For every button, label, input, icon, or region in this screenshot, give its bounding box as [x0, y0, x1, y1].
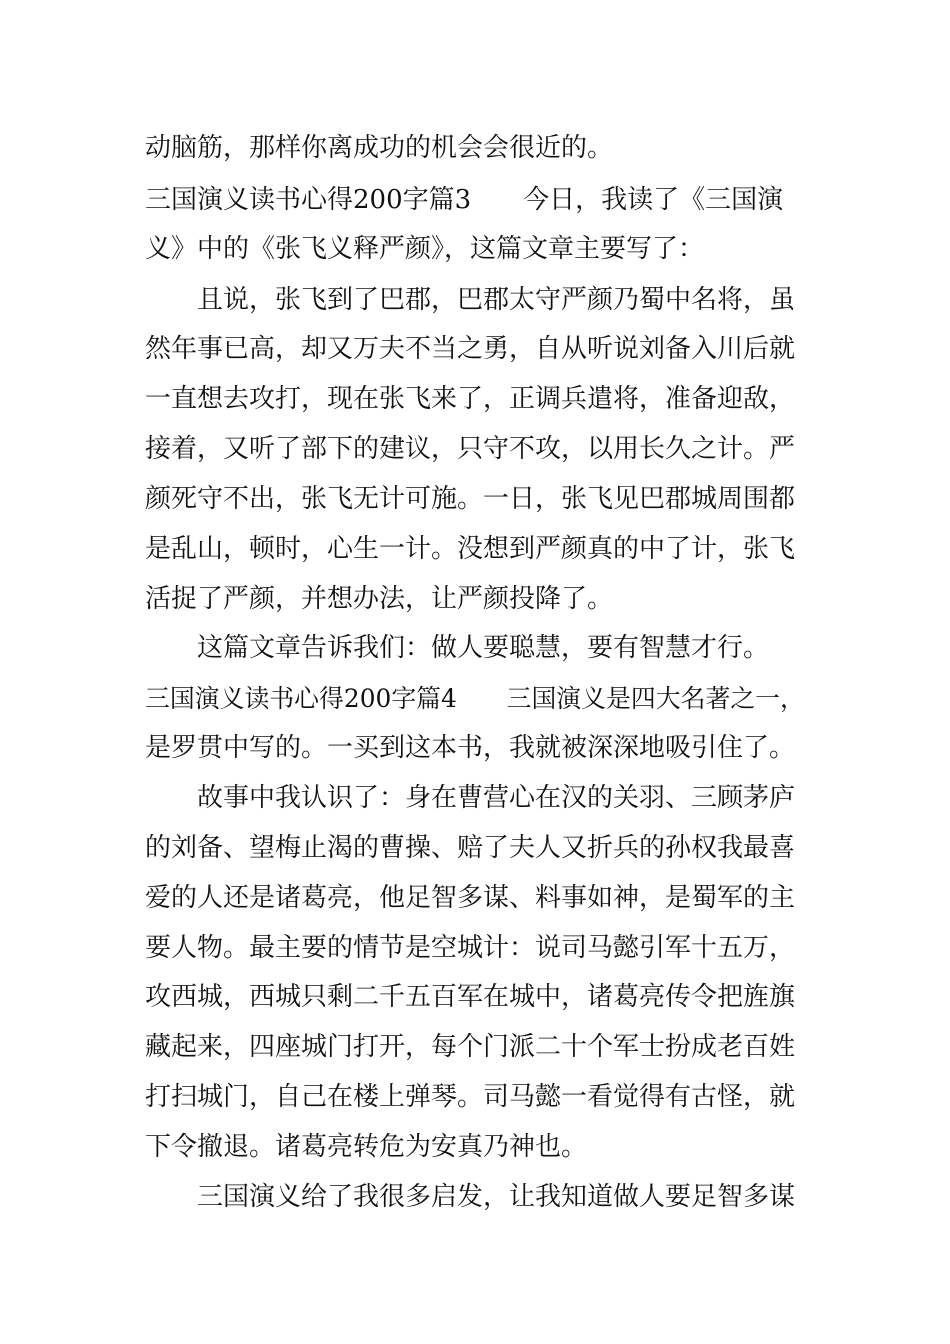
text-line-11-content: 这篇文章告诉我们：做人要聪慧，要有智慧才行。 [145, 633, 770, 663]
text-line-17-content: 要人物。最主要的情节是空城计：说司马懿引军十五万， [145, 933, 796, 963]
text-line-13 [145, 728, 845, 768]
text-line-19 [145, 1027, 845, 1067]
text-line-14-content: 故事中我认识了：身在曹营心在汉的关羽、三顾茅庐 [145, 783, 796, 813]
text-line-5 [145, 329, 845, 369]
text-line-22-content: 三国演义给了我很多启发，让我知道做人要足智多谋 [145, 1182, 796, 1212]
text-line-4-content: 且说，张飞到了巴郡，巴郡太守严颜乃蜀中名将，虽 [145, 285, 796, 315]
text-line-4 [145, 280, 845, 320]
text-line-9-content: 是乱山，顿时，心生一计。没想到严颜真的中了计，张飞 [145, 534, 796, 564]
text-line-12-heading [145, 679, 845, 719]
text-line-2-content: 三国演义读书心得200字篇3 今日，我读了《三国演 [145, 185, 784, 215]
text-line-10 [145, 579, 845, 619]
text-line-3 [145, 229, 845, 269]
text-line-1-content: 动脑筋，那样你离成功的机会会很近的。 [145, 133, 614, 163]
text-line-6-content: 一直想去攻打，现在张飞来了，正调兵遣将，准备迎敌， [145, 384, 796, 414]
text-line-17 [145, 928, 845, 968]
text-line-1 [145, 128, 845, 168]
text-line-12-content: 三国演义读书心得200字篇4 三国演义是四大名著之一， [145, 684, 805, 713]
text-line-21 [145, 1127, 845, 1167]
text-line-8 [145, 479, 845, 519]
text-line-9 [145, 529, 845, 569]
text-line-16-content: 爱的人还是诸葛亮，他足智多谋、料事如神，是蜀军的主 [145, 883, 796, 913]
text-line-7-content: 接着，又听了部下的建议，只守不攻，以用长久之计。严 [145, 434, 796, 464]
text-line-15 [145, 828, 845, 868]
text-line-8-content: 颜死守不出，张飞无计可施。一日，张飞见巴郡城周围都 [145, 484, 796, 514]
text-line-15-content: 的刘备、望梅止渴的曹操、赔了夫人又折兵的孙权我最喜 [145, 833, 796, 863]
text-line-5-content: 然年事已高，却又万夫不当之勇，自从听说刘备入川后就 [145, 334, 796, 364]
text-line-20-content: 打扫城门，自己在楼上弹琴。司马懿一看觉得有古怪，就 [145, 1082, 796, 1112]
text-line-21-content: 下令撤退。诸葛亮转危为安真乃神也。 [145, 1132, 588, 1162]
text-line-3-content: 义》中的《张飞义释严颜》，这篇文章主要写了： [145, 234, 705, 264]
text-line-13-content: 是罗贯中写的。一买到这本书，我就被深深地吸引住了。 [145, 733, 796, 763]
text-line-16 [145, 878, 845, 918]
text-line-19-content: 藏起来，四座城门打开，每个门派二十个军士扮成老百姓 [145, 1032, 796, 1062]
text-line-6 [145, 379, 845, 419]
text-line-22 [145, 1177, 845, 1217]
text-line-20 [145, 1077, 845, 1117]
text-line-2-heading [145, 180, 845, 220]
text-line-10-content: 活捉了严颜，并想办法，让严颜投降了。 [145, 584, 614, 614]
text-line-14 [145, 778, 845, 818]
text-line-7 [145, 429, 845, 469]
text-line-18 [145, 977, 845, 1017]
text-line-11 [145, 628, 845, 668]
text-line-18-content: 攻西城，西城只剩二千五百军在城中，诸葛亮传令把旌旗 [145, 982, 796, 1012]
